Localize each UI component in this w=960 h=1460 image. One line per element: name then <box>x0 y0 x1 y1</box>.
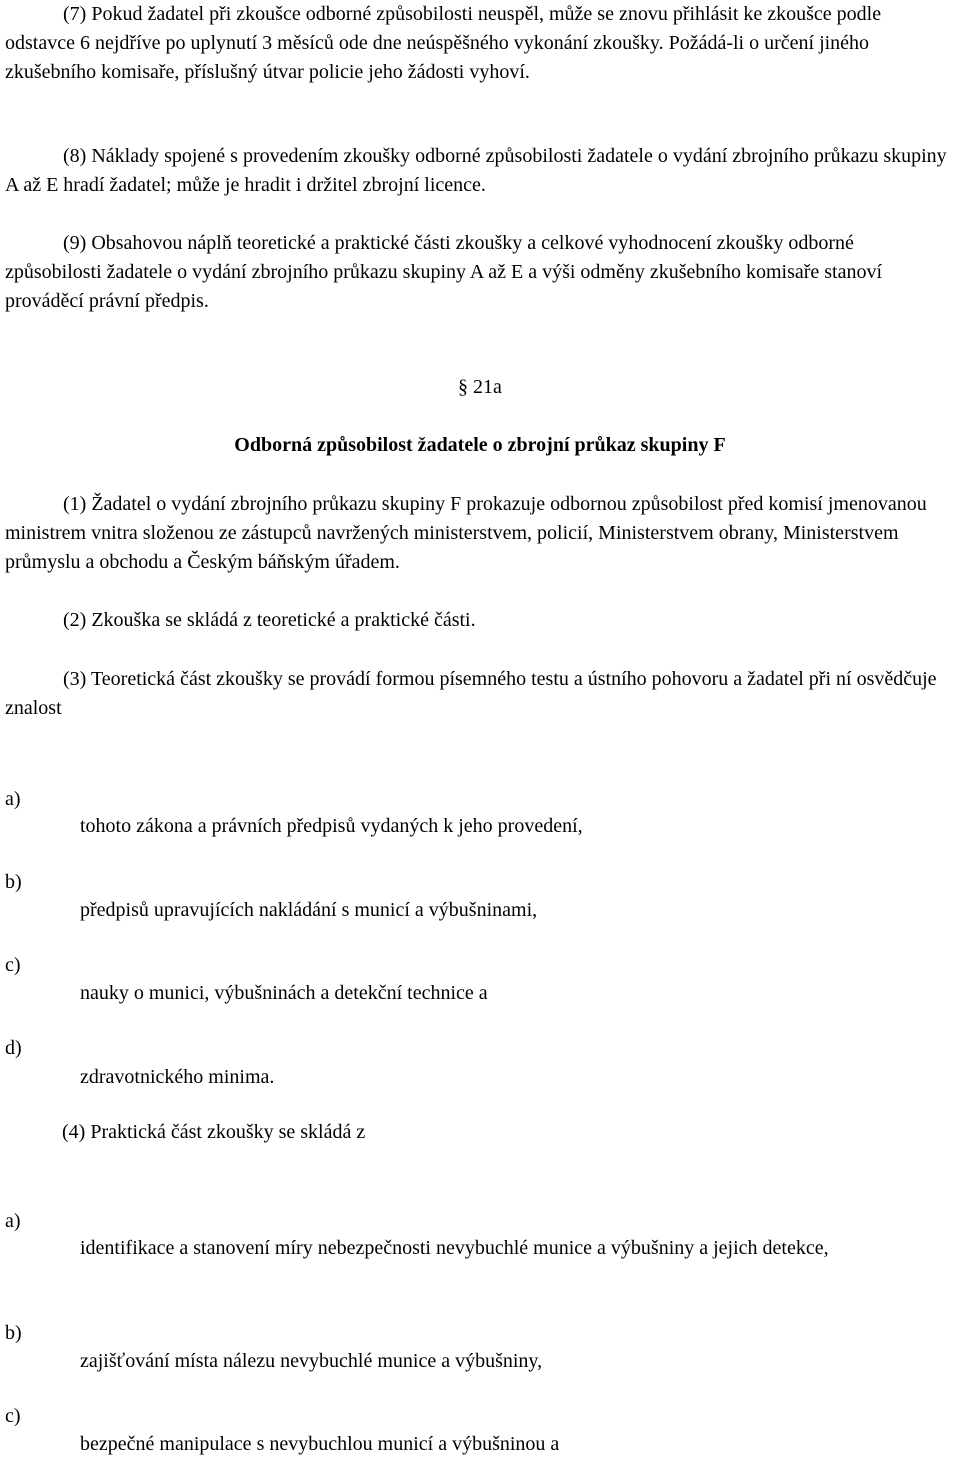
list-item-text: bezpečné manipulace s nevybuchlou municí a výbušninou a <box>80 1433 560 1455</box>
list-item-letter: c) <box>5 1405 21 1427</box>
list-item-text: předpisů upravujících nakládání s municí a výbušninami, <box>80 899 538 921</box>
list-item-letter: a) <box>5 1210 21 1232</box>
list-item-text: identifikace a stanovení míry nebezpečnosti nevybuchlé munice a výbušniny a jejich detekce, <box>80 1237 829 1259</box>
section-paragraph-2: (2) Zkouška se skládá z teoretické a praktické části. <box>63 609 476 631</box>
list-item-text: zdravotnického minima. <box>80 1066 275 1088</box>
section-paragraph-4: (4) Praktická část zkoušky se skládá z <box>62 1121 366 1143</box>
list-item-text: tohoto zákona a právních předpisů vydaných k jeho provedení, <box>80 815 583 837</box>
list-item-letter: b) <box>5 1322 22 1344</box>
paragraph-9: (9) Obsahovou náplň teoretické a praktické části zkoušky a celkové vyhodnocení zkoušky odborné způsobilosti žadatele o vydání zbrojního průkazu skupiny A až E a výši odměny zkušebního komisaře stanoví prováděcí právní předpis. <box>5 232 883 312</box>
list-item-letter: d) <box>5 1037 22 1059</box>
paragraph-7: (7) Pokud žadatel při zkoušce odborné způsobilosti neuspěl, může se znovu přihlásit ke zkoušce podle odstavce 6 nejdříve po uplynutí 3 měsíců ode dne neúspěšného vykonání zkoušky. Požádá-li o určení jiného zkušebního komisaře, příslušný útvar policie jeho žádosti vyhoví. <box>5 3 882 83</box>
list-item-text: nauky o munici, výbušninách a detekční technice a <box>80 982 488 1004</box>
list-item-letter: a) <box>5 788 21 810</box>
list-item-letter: c) <box>5 954 21 976</box>
paragraph-8: (8) Náklady spojené s provedením zkoušky odborné způsobilosti žadatele o vydání zbrojního průkazu skupiny A až E hradí žadatel; může je hradit i držitel zbrojní licence. <box>5 145 947 196</box>
section-number: § 21a <box>458 376 502 398</box>
list-item-letter: b) <box>5 871 22 893</box>
section-paragraph-3: (3) Teoretická část zkoušky se provádí formou písemného testu a ústního pohovoru a žadatel při ní osvědčuje znalost <box>5 668 937 719</box>
list-item-text: zajišťování místa nálezu nevybuchlé munice a výbušniny, <box>80 1350 543 1372</box>
section-title: Odborná způsobilost žadatele o zbrojní průkaz skupiny F <box>234 434 726 456</box>
section-paragraph-1: (1) Žadatel o vydání zbrojního průkazu skupiny F prokazuje odbornou způsobilost před komisí jmenovanou ministrem vnitra složenou ze zástupců navržených ministerstvem, policií, Ministerstvem obrany, Ministerstvem průmyslu a obchodu a Českým báňským úřadem. <box>5 493 927 573</box>
